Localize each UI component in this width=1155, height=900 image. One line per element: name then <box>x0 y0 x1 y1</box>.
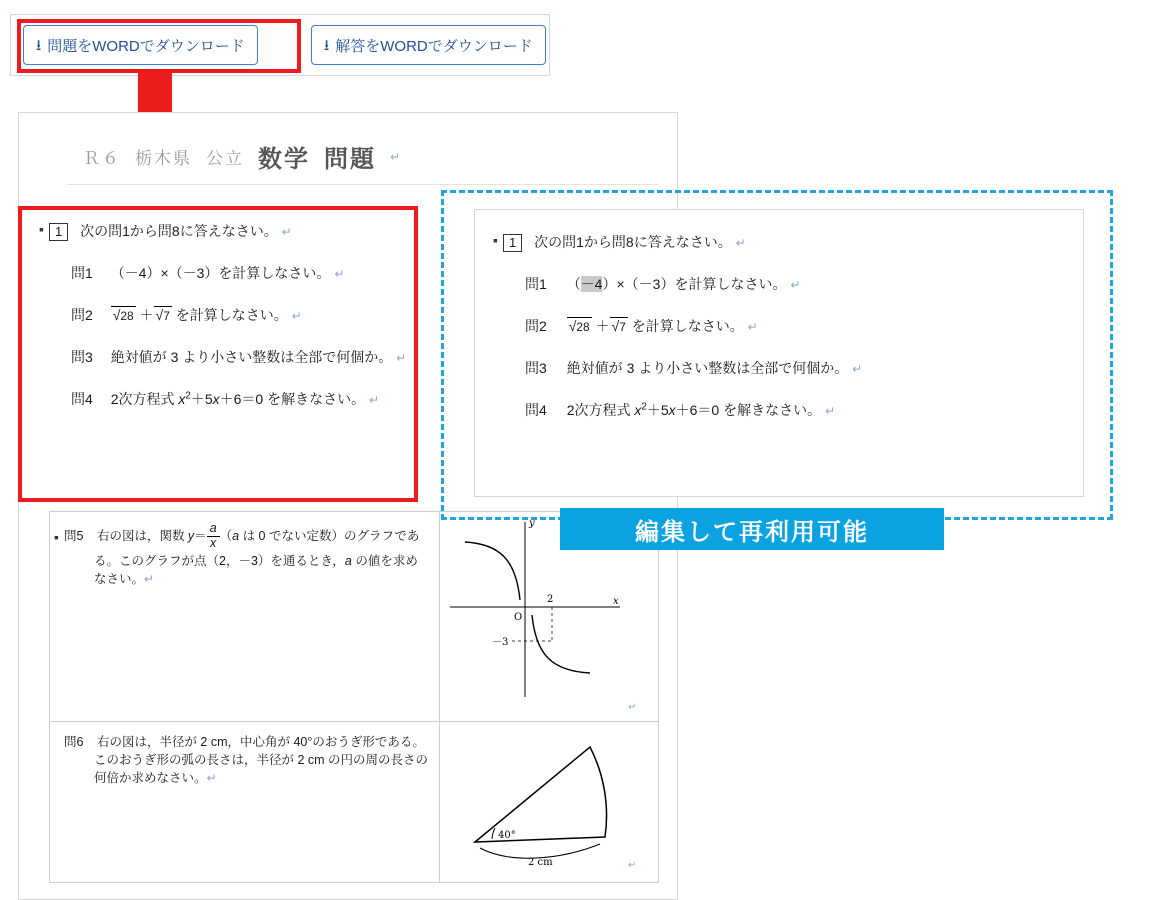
paragraph-mark-icon: ↵ <box>396 351 407 365</box>
svg-text:－3: －3 <box>492 637 509 648</box>
question-label: 問1 <box>71 265 93 281</box>
download-answer-label: 解答をWORDでダウンロード <box>335 37 533 55</box>
doc-type: 公立 <box>206 149 244 168</box>
paragraph-mark-icon: ↵ <box>334 267 345 281</box>
doc-kind: 問題 <box>324 146 376 173</box>
download-question-word-button[interactable] <box>23 25 258 65</box>
sector-figure <box>440 722 655 877</box>
question-label: 問2 <box>71 307 93 323</box>
question-label: 問4 <box>525 402 547 418</box>
question-text: （－4）×（－3）を計算しなさい。 <box>110 265 331 281</box>
paragraph-mark-icon: ↵ <box>281 225 292 239</box>
question-text: √28 ＋ √7 を計算しなさい。 <box>568 318 748 334</box>
doc-subject: 数学 <box>258 146 310 173</box>
svg-text:2 cm: 2 cm <box>528 857 553 868</box>
paragraph-mark-icon: ↵ <box>735 236 746 250</box>
question-6-figure-cell <box>440 722 658 882</box>
question-text: （－4）×（－3）を計算しなさい。 <box>566 276 787 292</box>
svg-text:40°: 40° <box>498 830 516 841</box>
download-icon: ⭳ <box>36 36 42 54</box>
paragraph-mark-icon: ↵ <box>368 393 380 407</box>
doc-year: Ｒ６ <box>83 149 121 168</box>
svg-text:↵: ↵ <box>628 860 637 871</box>
block-instruction: 次の問1から問8に答えなさい。 <box>534 234 732 250</box>
editable-preview-panel <box>441 190 1113 520</box>
question-row[interactable] <box>503 400 1063 420</box>
svg-text:O: O <box>514 612 523 623</box>
paragraph-mark-icon: ↵ <box>852 362 863 376</box>
download-toolbar <box>10 14 550 76</box>
question-text: √28 ＋ √7 を計算しなさい。 <box>112 307 292 323</box>
question-5-text-cell <box>50 512 440 721</box>
svg-text:x: x <box>613 596 619 607</box>
preview-block-1 <box>493 232 1063 442</box>
question-row[interactable] <box>503 358 1063 378</box>
list-bullet-icon: ▪ <box>54 528 59 545</box>
document-title-row <box>67 129 659 185</box>
block-instruction: 次の問1から問8に答えなさい。 <box>80 223 278 239</box>
question-text: 2次方程式 $x^2+5x+6=0$ を解きなさい。 <box>110 390 366 407</box>
download-icon: ⭳ <box>324 36 330 54</box>
block-number: 1 <box>503 234 522 252</box>
question-label: 問4 <box>71 391 93 407</box>
list-bullet-icon: ▪ <box>39 221 44 237</box>
question-label: 問1 <box>525 276 547 292</box>
question-text-line3: なさい。↵ <box>94 571 155 586</box>
question-text: 絶対値が 3 より小さい整数は全部で何個か。 <box>566 360 849 376</box>
selected-text[interactable]: －4 <box>580 276 603 292</box>
preview-document-page <box>474 209 1084 497</box>
download-answer-word-button[interactable] <box>311 25 546 65</box>
question-row[interactable] <box>503 274 1063 294</box>
question-label: 問5 <box>64 528 84 543</box>
question-6-text-cell <box>50 722 440 882</box>
document-table <box>49 511 659 883</box>
question-text: 絶対値が 3 より小さい整数は全部で何個か。 <box>110 349 393 365</box>
table-row <box>50 722 658 882</box>
paragraph-mark-icon: ↵ <box>291 309 302 323</box>
svg-text:y: y <box>529 518 535 529</box>
doc-prefecture: 栃木県 <box>135 149 192 168</box>
question-label: 問6 <box>64 735 84 749</box>
paragraph-mark-icon: ↵ <box>824 404 836 418</box>
paragraph-mark-icon: ↵ <box>390 149 401 164</box>
question-label: 問2 <box>525 318 547 334</box>
question-label: 問3 <box>71 349 93 365</box>
question-text: 右の図は，関数 y＝ $\frac{a}{x}$ （a は 0 でない定数）のグラフであ <box>96 521 420 550</box>
question-row[interactable] <box>503 316 1063 336</box>
question-text: 2次方程式 $x^2+5x+6=0$ を解きなさい。 <box>566 401 822 418</box>
question-text-line3: 何倍か求めなさい。↵ <box>94 771 217 785</box>
question-text-line2: る。このグラフが点（2，－3）を通るとき，a の値を求め <box>94 553 418 568</box>
svg-text:↵: ↵ <box>628 702 637 713</box>
question-text: 右の図は，半径が 2 cm，中心角が 40°のおうぎ形である。 <box>96 735 425 749</box>
download-question-label: 問題をWORDでダウンロード <box>47 37 245 55</box>
question-text-line2: このおうぎ形の弧の長さは，半径が 2 cm の円の周の長さの <box>94 753 429 767</box>
editable-reuse-banner: 編集して再利用可能 <box>560 508 944 550</box>
paragraph-mark-icon: ↵ <box>790 278 801 292</box>
question-label: 問3 <box>525 360 547 376</box>
list-bullet-icon: ▪ <box>493 232 498 248</box>
paragraph-mark-icon: ↵ <box>747 320 758 334</box>
svg-text:2: 2 <box>547 594 554 605</box>
block-number: 1 <box>49 223 68 241</box>
